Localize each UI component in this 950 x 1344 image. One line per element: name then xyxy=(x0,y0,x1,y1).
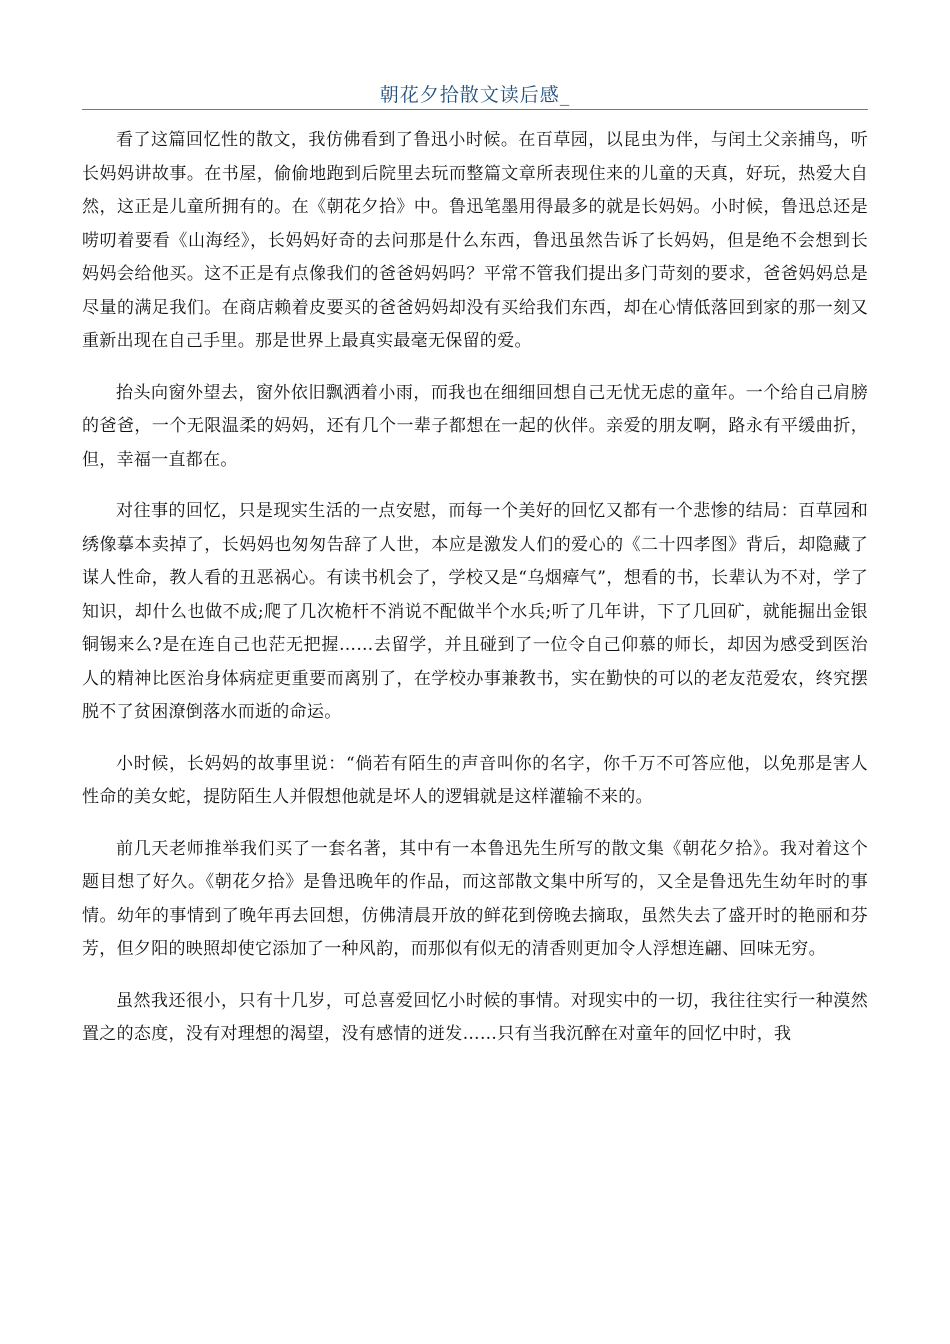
document-title: 朝花夕拾散文读后感_ xyxy=(379,84,571,106)
paragraph-6: 虽然我还很小，只有十几岁，可总喜爱回忆小时候的事情。对现实中的一切，我往往实行一种漠然置之的态度，没有对理想的渴望，没有感情的迸发……只有当我沉醉在对童年的回忆中时，我 xyxy=(82,990,868,1044)
title-underline xyxy=(82,109,868,110)
paragraph-4: 小时候，长妈妈的故事里说：“倘若有陌生的声音叫你的名字，你千万不可答应他，以免那是害人性命的美女蛇，提防陌生人并假想他就是坏人的逻辑就是这样灌输不来的。 xyxy=(82,753,868,807)
document-body xyxy=(82,124,868,1070)
paragraph-5: 前几天老师推举我们买了一套名著，其中有一本鲁迅先生所写的散文集《朝花夕拾》。我对着这个题目想了好久。《朝花夕拾》是鲁迅晚年的作品，而这部散文集中所写的，又全是鲁迅先生幼年时的事情。幼年的事情到了晚年再去回想，仿佛清晨开放的鲜花到傍晚去摘取，虽然失去了盛开时的艳丽和芬芳，但夕阳的映照却使它添加了一种风韵，而那似有似无的清香则更加令人浮想连翩、回味无穷。 xyxy=(82,838,868,959)
paragraph-1: 看了这篇回忆性的散文，我仿佛看到了鲁迅小时候。在百草园，以昆虫为伴，与闰土父亲捕鸟，听长妈妈讲故事。在书屋，偷偷地跑到后院里去玩而整篇文章所表现住来的儿童的天真，好玩，热爱大自然，这正是儿童所拥有的。在《朝花夕拾》中。鲁迅笔墨用得最多的就是长妈妈。小时候，鲁迅总还是唠叨着要看《山海经》，长妈妈好奇的去问那是什么东西，鲁迅虽然告诉了长妈妈，但是绝不会想到长妈妈会给他买。这不正是有点像我们的爸爸妈妈吗？平常不管我们提出多门苛刻的要求，爸爸妈妈总是尽量的满足我们。在商店赖着皮要买的爸爸妈妈却没有买给我们东西，却在心情低落回到家的那一刻又重新出现在自己手里。那是世界上最真实最毫无保留的爱。 xyxy=(82,130,868,351)
paragraph-3: 对往事的回忆，只是现实生活的一点安慰，而每一个美好的回忆又都有一个悲惨的结局：百草园和绣像摹本卖掉了，长妈妈也匆匆告辞了人世，本应是激发人们的爱心的《二十四孝图》背后，却隐藏了谋人性命，教人看的丑恶祸心。有读书机会了，学校又是“乌烟瘴气”，想看的书，长辈认为不对，学了知识，却什么也做不成;爬了几次桅杆不消说不配做半个水兵;听了几年讲，下了几回矿，就能掘出金银铜锡来么?是在连自己也茫无把握……去留学，并且碰到了一位令自己仰慕的师长，却因为感受到医治人的精神比医治身体病症更重要而离别了，在学校办事兼教书，实在勤快的可以的老友范爱农，终究摆脱不了贫困潦倒落水而逝的命运。 xyxy=(82,501,868,722)
paragraph-2: 抬头向窗外望去，窗外依旧飘洒着小雨，而我也在细细回想自己无忧无虑的童年。一个给自己肩膀的爸爸，一个无限温柔的妈妈，还有几个一辈子都想在一起的伙伴。亲爱的朋友啊，路永有平缓曲折，但，幸福一直都在。 xyxy=(82,382,868,470)
